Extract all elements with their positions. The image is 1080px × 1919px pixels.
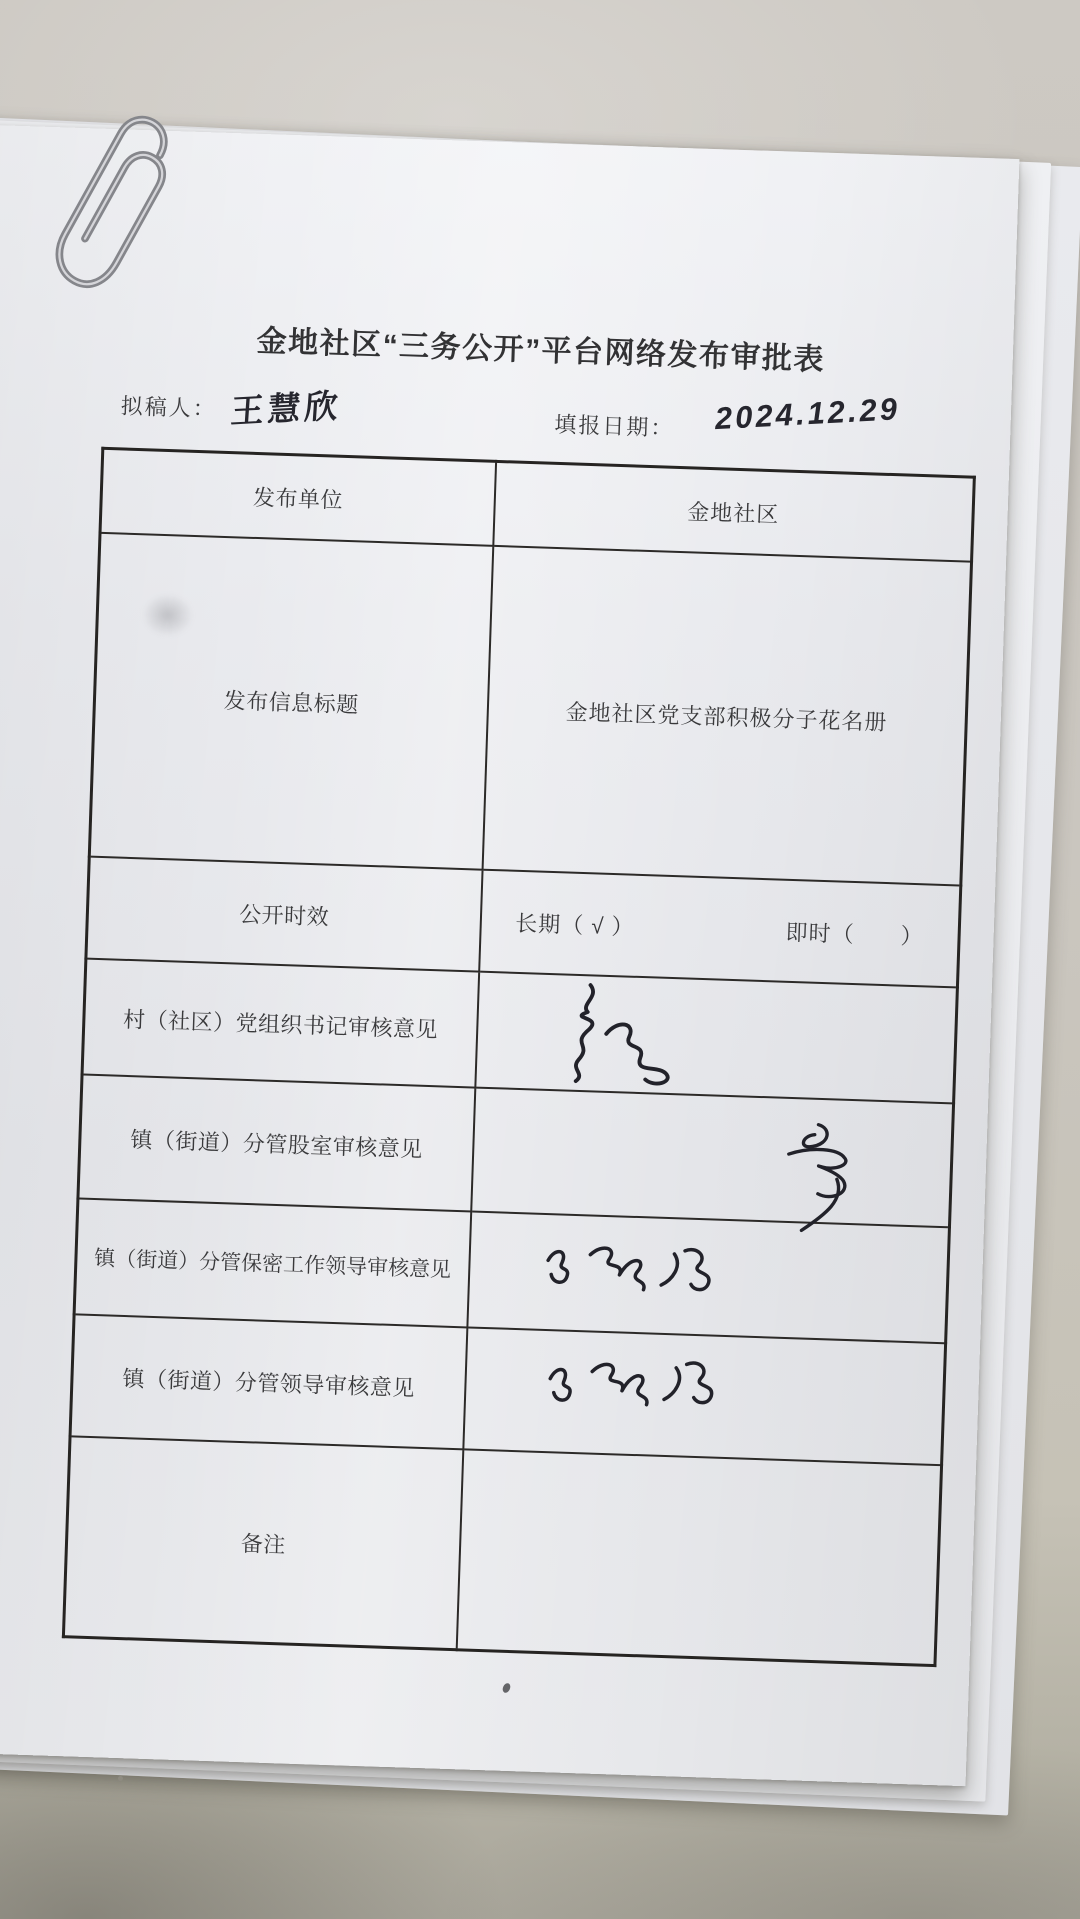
report-date-handwritten-value: 2024.12.29 xyxy=(714,391,901,437)
row-label-village-secretary-review: 村（社区）党组织书记审核意见 xyxy=(82,959,479,1088)
row-label-open-duration: 公开时效 xyxy=(86,857,482,972)
row-value-open-duration xyxy=(479,870,961,988)
row-label-town-leader-review: 镇（街道）分管领导审核意见 xyxy=(70,1314,467,1449)
signature-scribble-icon xyxy=(525,1226,752,1303)
row-value-remarks xyxy=(456,1449,941,1665)
form-paper xyxy=(0,124,1019,1786)
row-value-village-secretary-review xyxy=(475,972,958,1104)
row-value-town-section-review xyxy=(471,1088,954,1228)
row-label-publish-unit: 发布单位 xyxy=(100,448,496,545)
approval-table xyxy=(62,447,976,1667)
signature-town-leader xyxy=(468,1331,940,1462)
row-value-town-leader-review xyxy=(463,1327,946,1465)
table-row xyxy=(89,533,971,886)
signature-town-section xyxy=(476,1091,948,1224)
signature-scribble-icon xyxy=(522,977,720,1091)
signature-village-secretary xyxy=(480,975,952,1100)
option-long-term-checked: 长期（ √ ） xyxy=(514,910,635,940)
row-label-info-title: 发布信息标题 xyxy=(89,533,493,870)
table-row xyxy=(63,1436,941,1665)
form-title: 金地社区“三务公开”平台网络发布审批表 xyxy=(256,324,826,377)
row-value-publish-unit: 金地社区 xyxy=(493,461,975,561)
drafter-handwritten-name: 王慧欣 xyxy=(229,386,343,431)
row-label-town-secrecy-leader-review: 镇（街道）分管保密工作领导审核意见 xyxy=(74,1198,471,1327)
row-label-remarks: 备注 xyxy=(63,1436,462,1649)
signature-scribble-icon xyxy=(752,1116,884,1238)
small-speck-on-desk xyxy=(118,1776,123,1781)
row-label-town-section-review: 镇（街道）分管股室审核意见 xyxy=(78,1075,475,1212)
report-date-label: 填报日期： xyxy=(553,411,675,441)
signature-scribble-icon xyxy=(528,1345,753,1415)
row-value-info-title: 金地社区党支部积极分子花名册 xyxy=(482,546,971,886)
duration-options xyxy=(485,905,954,952)
drafter-label: 拟稿人： xyxy=(120,393,218,422)
option-immediate-unchecked: 即时（ ） xyxy=(785,919,925,949)
